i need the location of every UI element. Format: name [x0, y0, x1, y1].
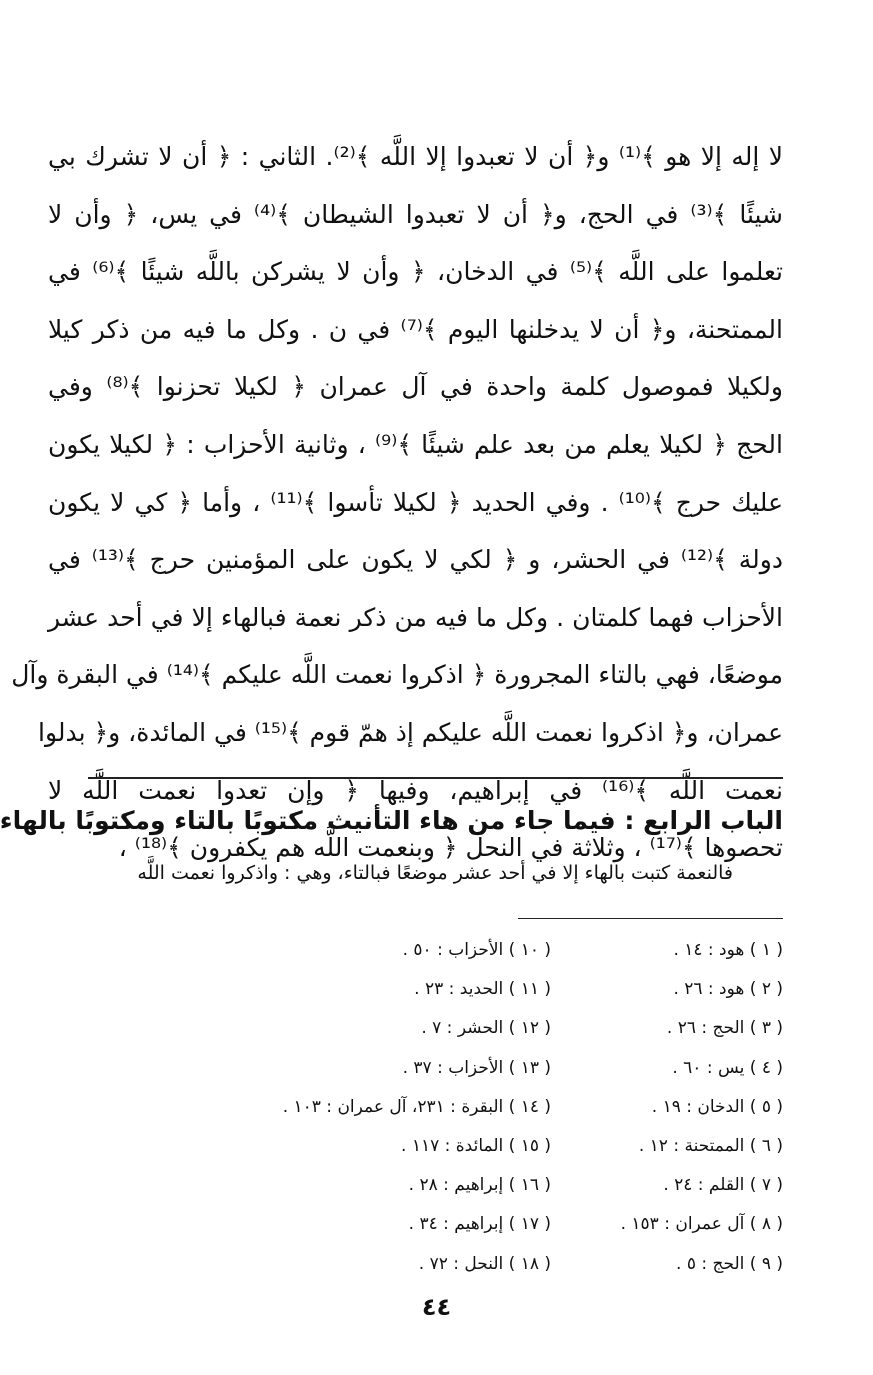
body-line: الممتحنة، و﴿ أن لا يدخلنها اليوم ﴾⁽⁷⁾ في ن . وكل ما فيه من ذكر كيلا	[48, 314, 783, 344]
footnote-item: ( ١٤ ) البقرة : ٢٣١، آل عمران : ١٠٣ .	[282, 1096, 551, 1117]
footnote-row	[40, 1009, 783, 1048]
footnote-divider	[518, 918, 783, 919]
footnote-item: ( ٨ ) آل عمران : ١٥٣ .	[620, 1214, 783, 1235]
body-line: لا إله إلا هو ﴾⁽¹⁾ و﴿ أن لا تعبدوا إلا اللَّه ﴾⁽²⁾. الثاني : ﴿ أن لا تشرك بي	[48, 142, 783, 171]
footnote-item: ( ٥ ) الدخان : ١٩ .	[651, 1096, 783, 1117]
body-line: نعمت اللَّه ﴾⁽¹⁶⁾ في إبراهيم، وفيها ﴿ وإن تعدوا نعمت اللَّه لا	[48, 775, 783, 805]
footnote-item: ( ١٢ ) الحشر : ٧ .	[421, 1018, 551, 1039]
footnote-row	[40, 1245, 783, 1284]
footnote-item: ( ١٨ ) النحل : ٧٢ .	[418, 1253, 551, 1274]
footnote-item: ( ١٣ ) الأحزاب : ٣٧ .	[402, 1057, 551, 1078]
footnote-item: ( ٩ ) الحج : ٥ .	[676, 1253, 783, 1274]
footnote-item: ( ١٥ ) المائدة : ١١٧ .	[401, 1135, 551, 1156]
body-text	[11, 128, 784, 877]
footnote-item: ( ٧ ) القلم : ٢٤ .	[663, 1175, 783, 1196]
footnote-row	[40, 970, 783, 1009]
footnote-item: ( ٣ ) الحج : ٢٦ .	[666, 1018, 783, 1039]
body-line: تعلموا على اللَّه ﴾⁽⁵⁾ في الدخان، ﴿ وأن لا يشركن باللَّه شيئًا ﴾⁽⁶⁾ في	[48, 257, 784, 287]
footnotes	[40, 931, 783, 1284]
body-line: الحج ﴿ لكيلا يعلم من بعد علم شيئًا ﴾⁽⁹⁾ ، وثانية الأحزاب : ﴿ لكيلا يكون	[48, 429, 783, 459]
body-line: عمران، و﴿ اذكروا نعمت اللَّه عليكم إذ همّ قوم ﴾⁽¹⁵⁾ في المائدة، و﴿ بدلوا	[38, 717, 783, 747]
body-line: موضعًا، فهي بالتاء المجرورة ﴿ اذكروا نعمت اللَّه عليكم ﴾⁽¹⁴⁾ في البقرة وآل	[11, 660, 783, 690]
body-line: تحصوها ﴾⁽¹⁷⁾ ، وثلاثة في النحل ﴿ وبنعمت اللَّه هم يكفرون ﴾⁽¹⁸⁾ ،	[118, 833, 783, 863]
section-divider	[88, 777, 783, 779]
footnote-row	[40, 1127, 783, 1166]
footnote-row	[40, 1205, 783, 1244]
body-line: شيئًا ﴾⁽³⁾ في الحج، و﴿ أن لا تعبدوا الشيطان ﴾⁽⁴⁾ في يس، ﴿ وأن لا	[48, 199, 783, 229]
footnote-item: ( ٢ ) هود : ٢٦ .	[673, 979, 783, 1000]
body-line: دولة ﴾⁽¹²⁾ في الحشر، و ﴿ لكي لا يكون على المؤمنين حرج ﴾⁽¹³⁾ في	[48, 545, 784, 575]
footnote-row	[40, 1166, 783, 1205]
chapter-heading: الباب الرابع : فيما جاء من هاء التأنيث مكتوبًا بالتاء ومكتوبًا بالهاء	[0, 806, 783, 835]
footnote-row	[40, 1049, 783, 1088]
chapter-intro-line: فالنعمة كتبت بالهاء إلا في أحد عشر موضعًا فبالتاء، وهي : واذكروا نعمت اللَّه	[137, 862, 733, 884]
page-number: ٤٤	[421, 1293, 452, 1321]
footnote-item: ( ١٦ ) إبراهيم : ٢٨ .	[408, 1175, 551, 1196]
footnote-row	[40, 1088, 783, 1127]
body-line: عليك حرج ﴾⁽¹⁰⁾ . وفي الحديد ﴿ لكيلا تأسوا ﴾⁽¹¹⁾ ، وأما ﴿ كي لا يكون	[48, 487, 784, 517]
footnote-row	[40, 931, 783, 970]
footnote-item: ( ١ ) هود : ١٤ .	[673, 940, 783, 960]
footnote-item: ( ٦ ) الممتحنة : ١٢ .	[638, 1135, 783, 1156]
body-line: ولكيلا فموصول كلمة واحدة في آل عمران ﴿ لكيلا تحزنوا ﴾⁽⁸⁾ وفي	[48, 372, 783, 402]
footnote-item: ( ١٠ ) الأحزاب : ٥٠ .	[402, 940, 551, 960]
footnote-item: ( ١٧ ) إبراهيم : ٣٤ .	[408, 1214, 551, 1235]
body-line: الأحزاب فهما كلمتان . وكل ما فيه من ذكر نعمة فبالهاء إلا في أحد عشر	[48, 602, 783, 632]
footnote-item: ( ٤ ) يس : ٦٠ .	[672, 1057, 783, 1078]
footnote-item: ( ١١ ) الحديد : ٢٣ .	[414, 979, 551, 1000]
